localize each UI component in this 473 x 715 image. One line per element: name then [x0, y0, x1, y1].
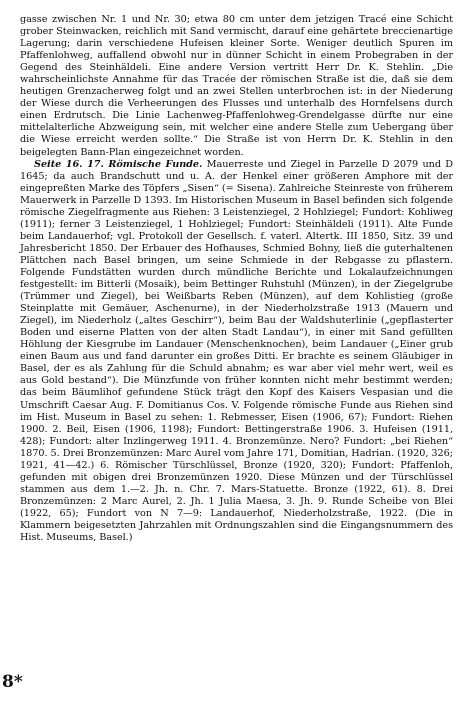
paragraph-roman-finds-body: Mauerreste und Ziegel in Parzelle D 2079 und D 1645; da auch Brandschutt und u. A. der Henkel einer größeren Amphore mit der eingepreßten Marke des Töpfers „Sisen“ (= Sisena). Zahlreiche Steinreste von früherem Mauerwerk in Parzelle D 1393. Im Historischen Museum in Basel befinden sich folgende römische Ziegelfragmente aus Riehen: 3 Leistenziegel, 2 Hohlziegel; Fundort: Kohliweg (1911); ferner 3 Leistenziegel, 1 Hohlziegel; Fundort: Steinhäldeli (1911). Alte Funde beim Landauerhof; vgl. Protokoll der Gesellsch. f. vaterl. Altertk. III 1850, Sitz. 39 und Jahresbericht 1850. Der Erbauer des Hofhauses, Schmied Bohny, ließ die guterhaltenen Plättchen nach Basel bringen, um seine Schmiede in der Rebgasse zu pflastern. Folgende Fundstätten wurden durch mündliche Berichte und Lokalaufzeichnungen festgestellt: im Bitterli (Mosaik), beim Bettinger Ruhstuhl (Münzen), in der Ziegelgrube (Trümmer und Ziegel), bei Weißbarts Reben (Münzen), auf dem Kohlistieg (große Steinplatte mit Gemäuer, Aschenurne), in der Niederholzstraße 1913 (Mauern und Ziegel), im Niederholz („altes Geschirr“), beim Bau der Waldshuterlinie („gepflasterter Boden und eiserne Platten von der alten Stadt Landau“), in einer mit Sand gefüllten Höhlung der Kiesgrube im Landauer (Menschenknochen), beim Landauer („Einer grub einen Baum aus und fand darunter ein großes Ditti. Er brachte es seinem Gläubiger in Basel, der es als Zahlung für die Schuld abnahm; es war aber viel mehr wert, weil es aus Gold bestand“). Die Münzfunde von früher konnten nicht mehr bestimmt werden; das beim Bäumlihof gefundene Stück trägt den Kopf des Kaisers Vespasian und die Umschrift Caesar Aug. F. Domitianus Cos. V. Folgende römische Funde aus Riehen sind im Hist. Museum in Basel zu sehen: 1. Rebmesser, Eisen (1906, 67); Fundort: Riehen 1900. 2. Beil, Eisen (1906, 1198); Fundort: Bettingerstraße 1906. 3. Hufeisen (1911, 428); Fundort: alter Inzlingerweg 1911. 4. Bronzemünze. Nero? Fundort: „bei Riehen“ 1870. 5. Drei Bronzemünzen: Marc Aurel vom Jahre 171, Domitian, Hadrian. (1920, 326; 1921, 41—42.) 6. Römischer Türschlüssel, Bronze (1920, 320); Fundort: Pfaffenloh, gefunden mit obigen drei Bronzemünzen 1920. Diese Münzen und der Türschlüssel stammen aus dem 1.—2. Jh. n. Chr. 7. Mars-Statuette. Bronze (1922, 61). 8. Drei Bronzemünzen: 2 Marc Aurel, 2. Jh. 1 Julia Maesa, 3. Jh. 9. Runde Scheibe von Blei (1922, 65); Fundort von N 7—9: Landauerhof, Niederholzstraße, 1922. (Die in Klammern beigesetzten Jahrzahlen mit Ordnungszahlen sind die Eingangsnummern des Hist. Museums, Basel.): [20, 158, 453, 544]
signature-mark: 8*: [2, 672, 23, 692]
document-page: [20, 14, 453, 704]
paragraph-roman-finds: [20, 159, 453, 545]
paragraph-roman-road: gasse zwischen Nr. 1 und Nr. 30; etwa 80 cm unter dem jetzigen Tracé eine Schicht grober Steinwacken, reichlich mit Sand vermischt, darauf eine gehärtete breccienartige Lagerung; darin verschiedene Hufeisen kleiner Sorte. Weniger deutlich Spuren im Pfaffenlohweg, auffallend obwohl nur in dünner Schicht in einem Probegraben in der Gegend des Steinhäldeli. Eine andere Version vertritt Herr Dr. K. Stehlin. „Die wahrscheinlichste Annahme für das Tracée der römischen Straße ist die, daß sie dem heutigen Grenzacherweg folgt und an zwei Stellen unterbrochen ist: in der Niederung der Wiese durch die Verheerungen des Flusses und unterhalb des Hornfelsens durch einen Erdrutsch. Die Linie Lachenweg-Pfaffenlohweg-Grendelgasse dürfte nur eine mittelalterliche Abzweigung sein, mit welcher eine andere Stelle zum Uebergang über die Wiese erreicht werden sollte.“ Die Straße ist von Herrn Dr. K. Stehlin in den beigelegten Bann-Plan eingezeichnet worden.: [20, 14, 453, 158]
section-heading-roman-finds: Seite 16. 17. Römische Funde.: [34, 158, 203, 170]
